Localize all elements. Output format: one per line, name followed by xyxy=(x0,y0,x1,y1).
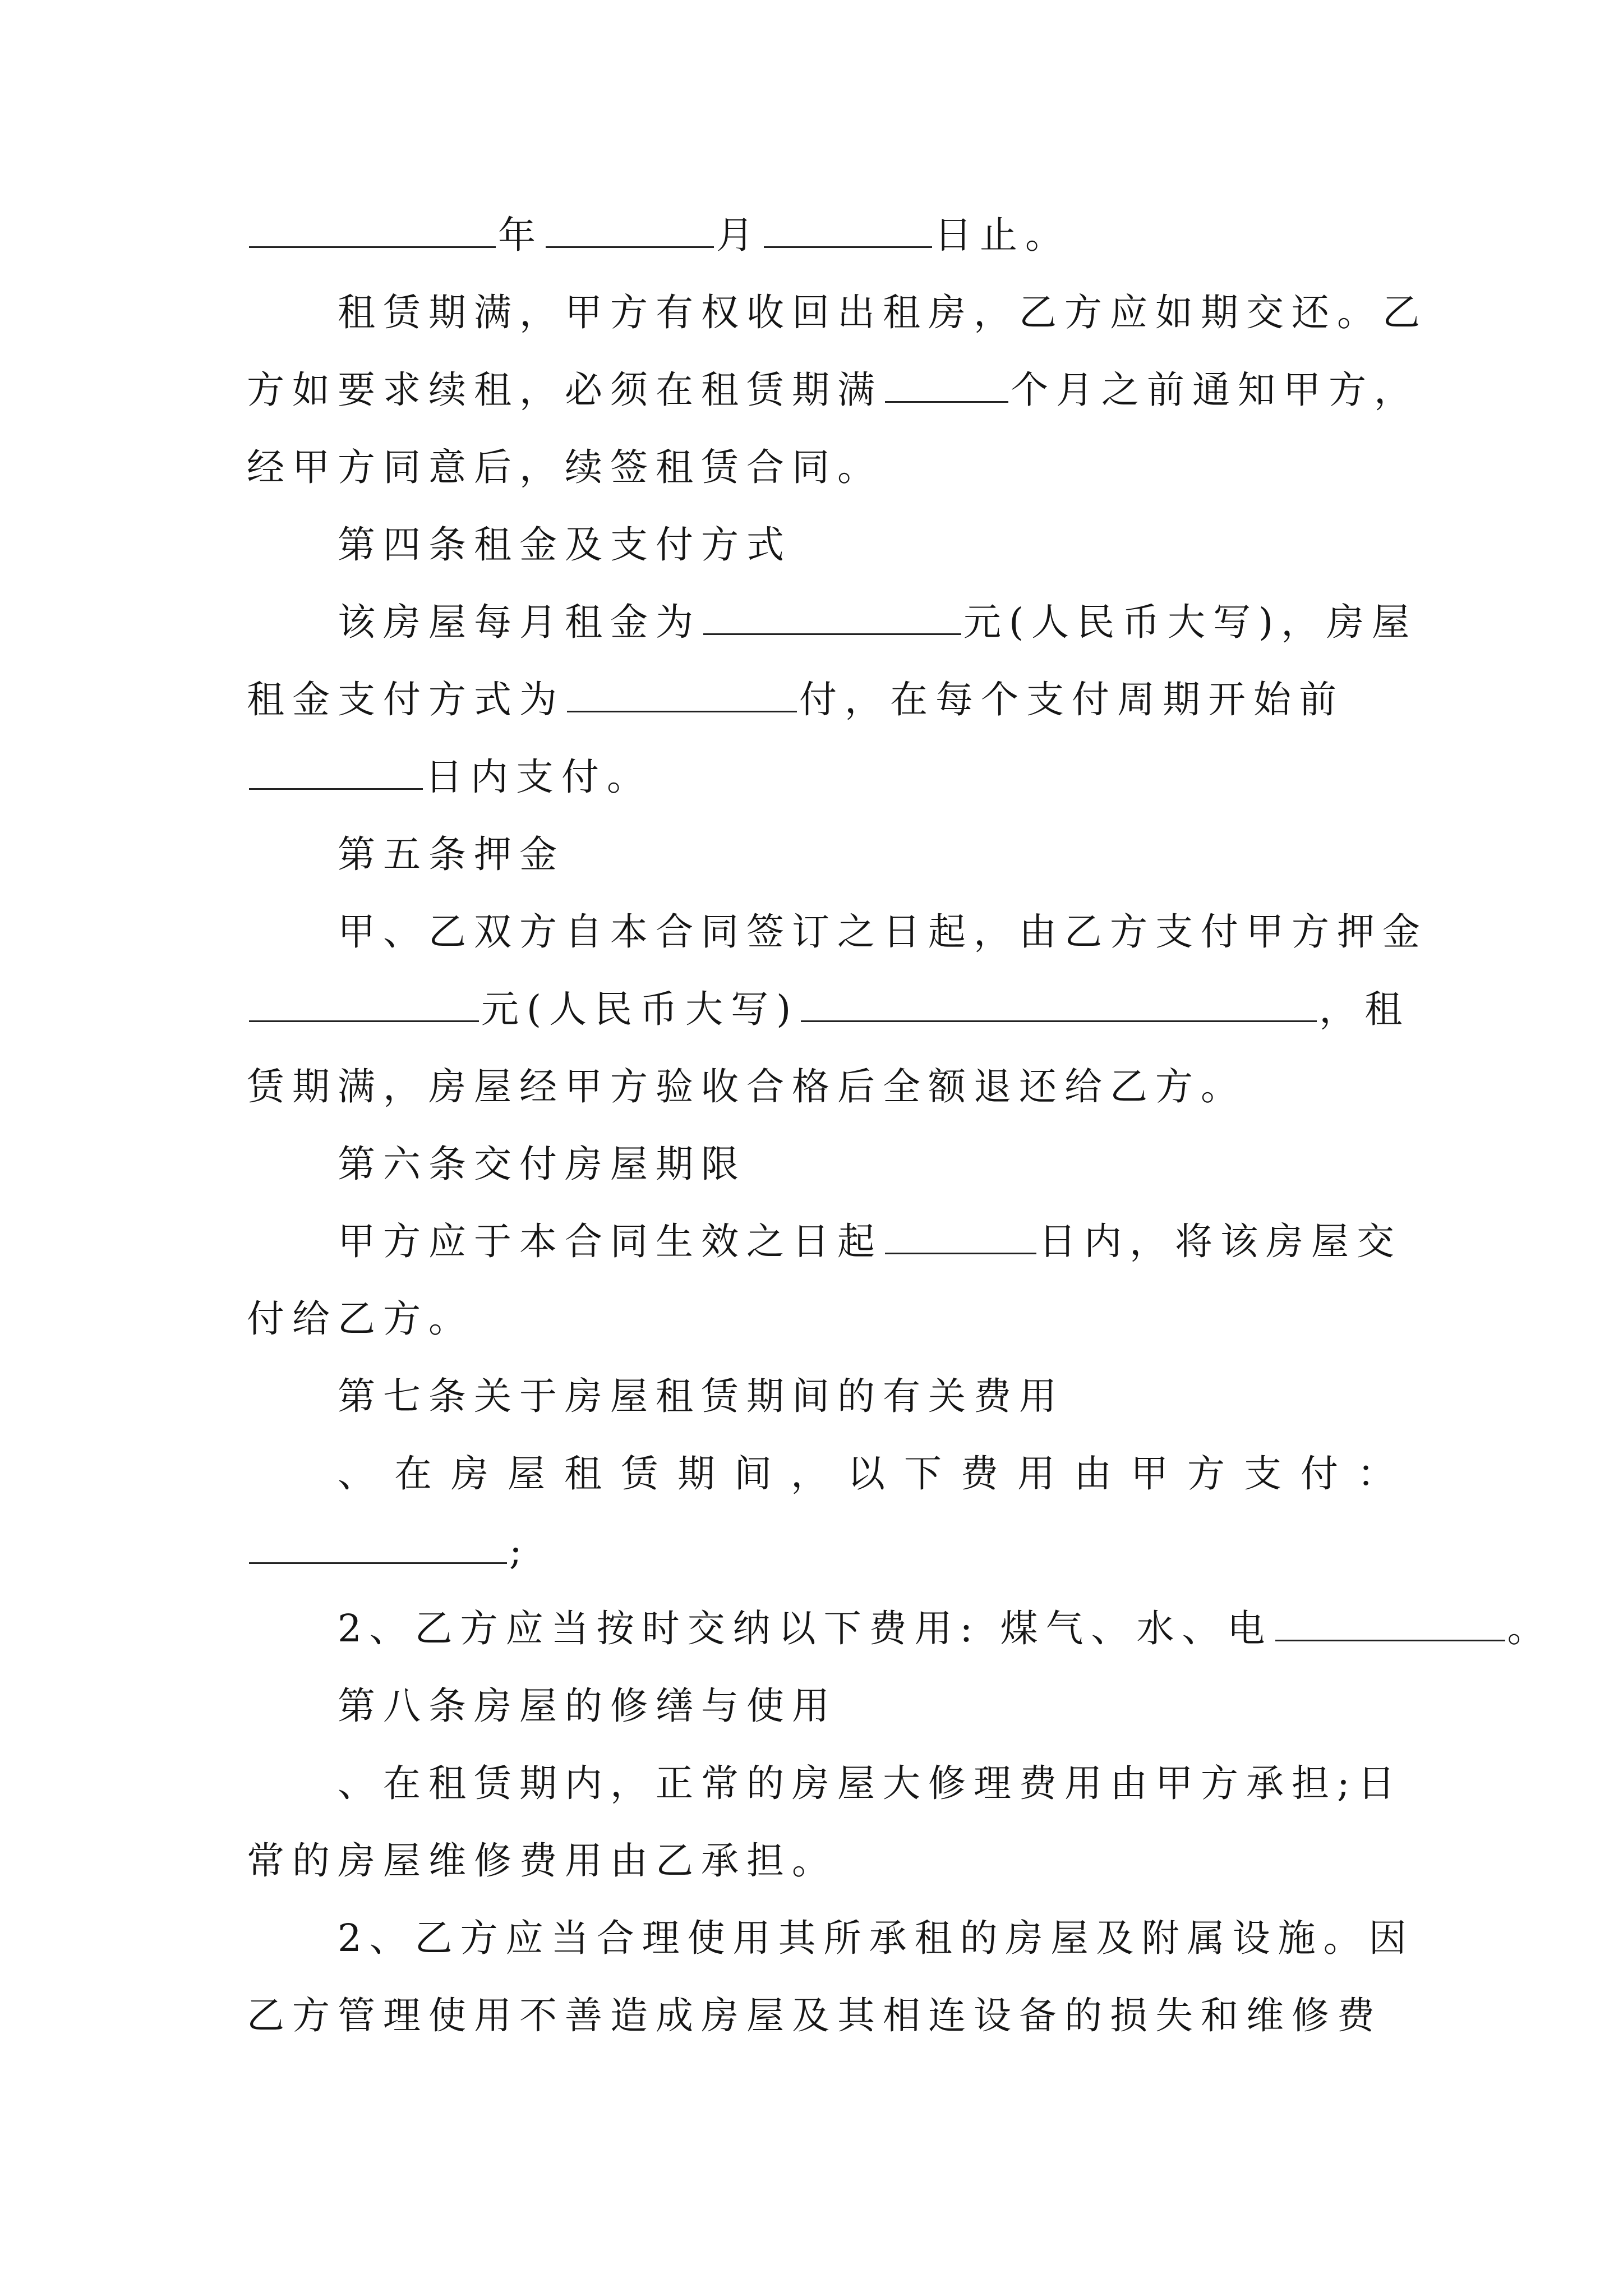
article-5-line-3 xyxy=(247,1048,1391,1125)
article-7-heading: 第七条关于房屋租赁期间的有关费用 xyxy=(338,1374,1064,1418)
deposit-text-2a: 元(人民币大写) xyxy=(481,987,799,1031)
delivery-text-2: 付给乙方。 xyxy=(247,1297,474,1341)
delivery-text-1b: 日内，将该房屋交 xyxy=(1039,1220,1402,1263)
article-5-line-1 xyxy=(247,893,1428,970)
article-8-title xyxy=(247,1667,1391,1745)
article-6-line-1 xyxy=(247,1203,1402,1280)
end-date-line xyxy=(247,196,1391,274)
rent-text-3: 日内支付。 xyxy=(425,755,652,799)
article-8-line-1 xyxy=(247,1745,1403,1822)
deposit-text-2b: ，租 xyxy=(1319,987,1410,1031)
renewal-line-3 xyxy=(247,429,1391,506)
fees-text-2: ; xyxy=(509,1529,530,1573)
article-6-heading: 第六条交付房屋期限 xyxy=(338,1142,746,1186)
rent-text-2a: 租金支付方式为 xyxy=(247,678,565,721)
article-4-line-2 xyxy=(247,661,1391,738)
article-6-line-2 xyxy=(247,1280,1391,1358)
delivery-days-blank xyxy=(885,1213,1036,1254)
renewal-months-blank xyxy=(885,362,1008,403)
repair-text-2: 常的房屋维修费用由乙承担。 xyxy=(247,1839,837,1883)
article-4-title xyxy=(247,506,1391,583)
fees-text-1: 、在房屋租赁期间，以下费用由甲方支付： xyxy=(338,1452,1414,1496)
rent-text-1b: 元(人民币大写)，房屋 xyxy=(963,600,1418,644)
article-6-title xyxy=(247,1125,1391,1203)
renewal-text-2a: 方如要求续租，必须在租赁期满 xyxy=(247,368,883,412)
article-8-line-3 xyxy=(247,1899,1414,1977)
article-7-line-3 xyxy=(247,1590,1553,1667)
renewal-line-2 xyxy=(247,351,1419,429)
month-label: 月 xyxy=(716,213,762,257)
renewal-line-1 xyxy=(247,274,1428,351)
payment-days-blank xyxy=(249,749,423,790)
rent-text-1a: 该房屋每月租金为 xyxy=(338,600,701,644)
article-4-heading: 第四条租金及支付方式 xyxy=(338,523,792,567)
article-7-line-2 xyxy=(247,1512,1391,1590)
article-8-line-2 xyxy=(247,1822,1391,1899)
fees-text-3a: 2、乙方应当按时交纳以下费用: 煤气、水、电 xyxy=(338,1607,1273,1650)
month-blank xyxy=(546,207,714,248)
day-blank xyxy=(764,207,932,248)
rent-amount-blank xyxy=(703,594,961,635)
article-5-heading: 第五条押金 xyxy=(338,832,565,876)
deposit-text-1: 甲、乙双方自本合同签订之日起，由乙方支付甲方押金 xyxy=(338,910,1428,954)
day-label: 日止。 xyxy=(934,213,1071,257)
deposit-words-blank xyxy=(801,981,1317,1022)
deposit-amount-blank xyxy=(249,981,479,1022)
article-8-heading: 第八条房屋的修缮与使用 xyxy=(338,1684,837,1728)
landlord-fees-blank xyxy=(249,1523,507,1564)
repair-text-4: 乙方管理使用不善造成房屋及其相连设备的损失和维修费 xyxy=(247,1994,1382,2037)
fees-text-3b: 。 xyxy=(1507,1607,1553,1650)
repair-text-3: 2、乙方应当合理使用其所承租的房屋及附属设施。因 xyxy=(338,1916,1414,1960)
article-4-line-3 xyxy=(247,738,1391,816)
rent-text-2b: 付，在每个支付周期开始前 xyxy=(799,678,1344,721)
year-label: 年 xyxy=(498,213,543,257)
delivery-text-1a: 甲方应于本合同生效之日起 xyxy=(338,1220,883,1263)
article-4-line-1 xyxy=(247,583,1418,661)
article-8-line-4 xyxy=(247,1977,1391,2054)
document-body xyxy=(247,196,1553,2054)
article-7-line-1 xyxy=(247,1435,1414,1512)
year-blank xyxy=(249,207,496,248)
repair-text-1: 、在租赁期内，正常的房屋大修理费用由甲方承担;日 xyxy=(338,1761,1403,1805)
deposit-text-3: 赁期满，房屋经甲方验收合格后全额退还给乙方。 xyxy=(247,1065,1246,1108)
article-5-title xyxy=(247,816,1391,893)
payment-method-blank xyxy=(567,671,797,712)
tenant-fees-blank xyxy=(1275,1600,1505,1641)
renewal-text-3: 经甲方同意后，续签租赁合同。 xyxy=(247,445,883,489)
article-7-title xyxy=(247,1358,1391,1435)
renewal-text-1: 租赁期满，甲方有权收回出租房，乙方应如期交还。乙 xyxy=(338,291,1428,334)
article-5-line-2 xyxy=(247,970,1410,1048)
renewal-text-2b: 个月之前通知甲方， xyxy=(1011,368,1419,412)
